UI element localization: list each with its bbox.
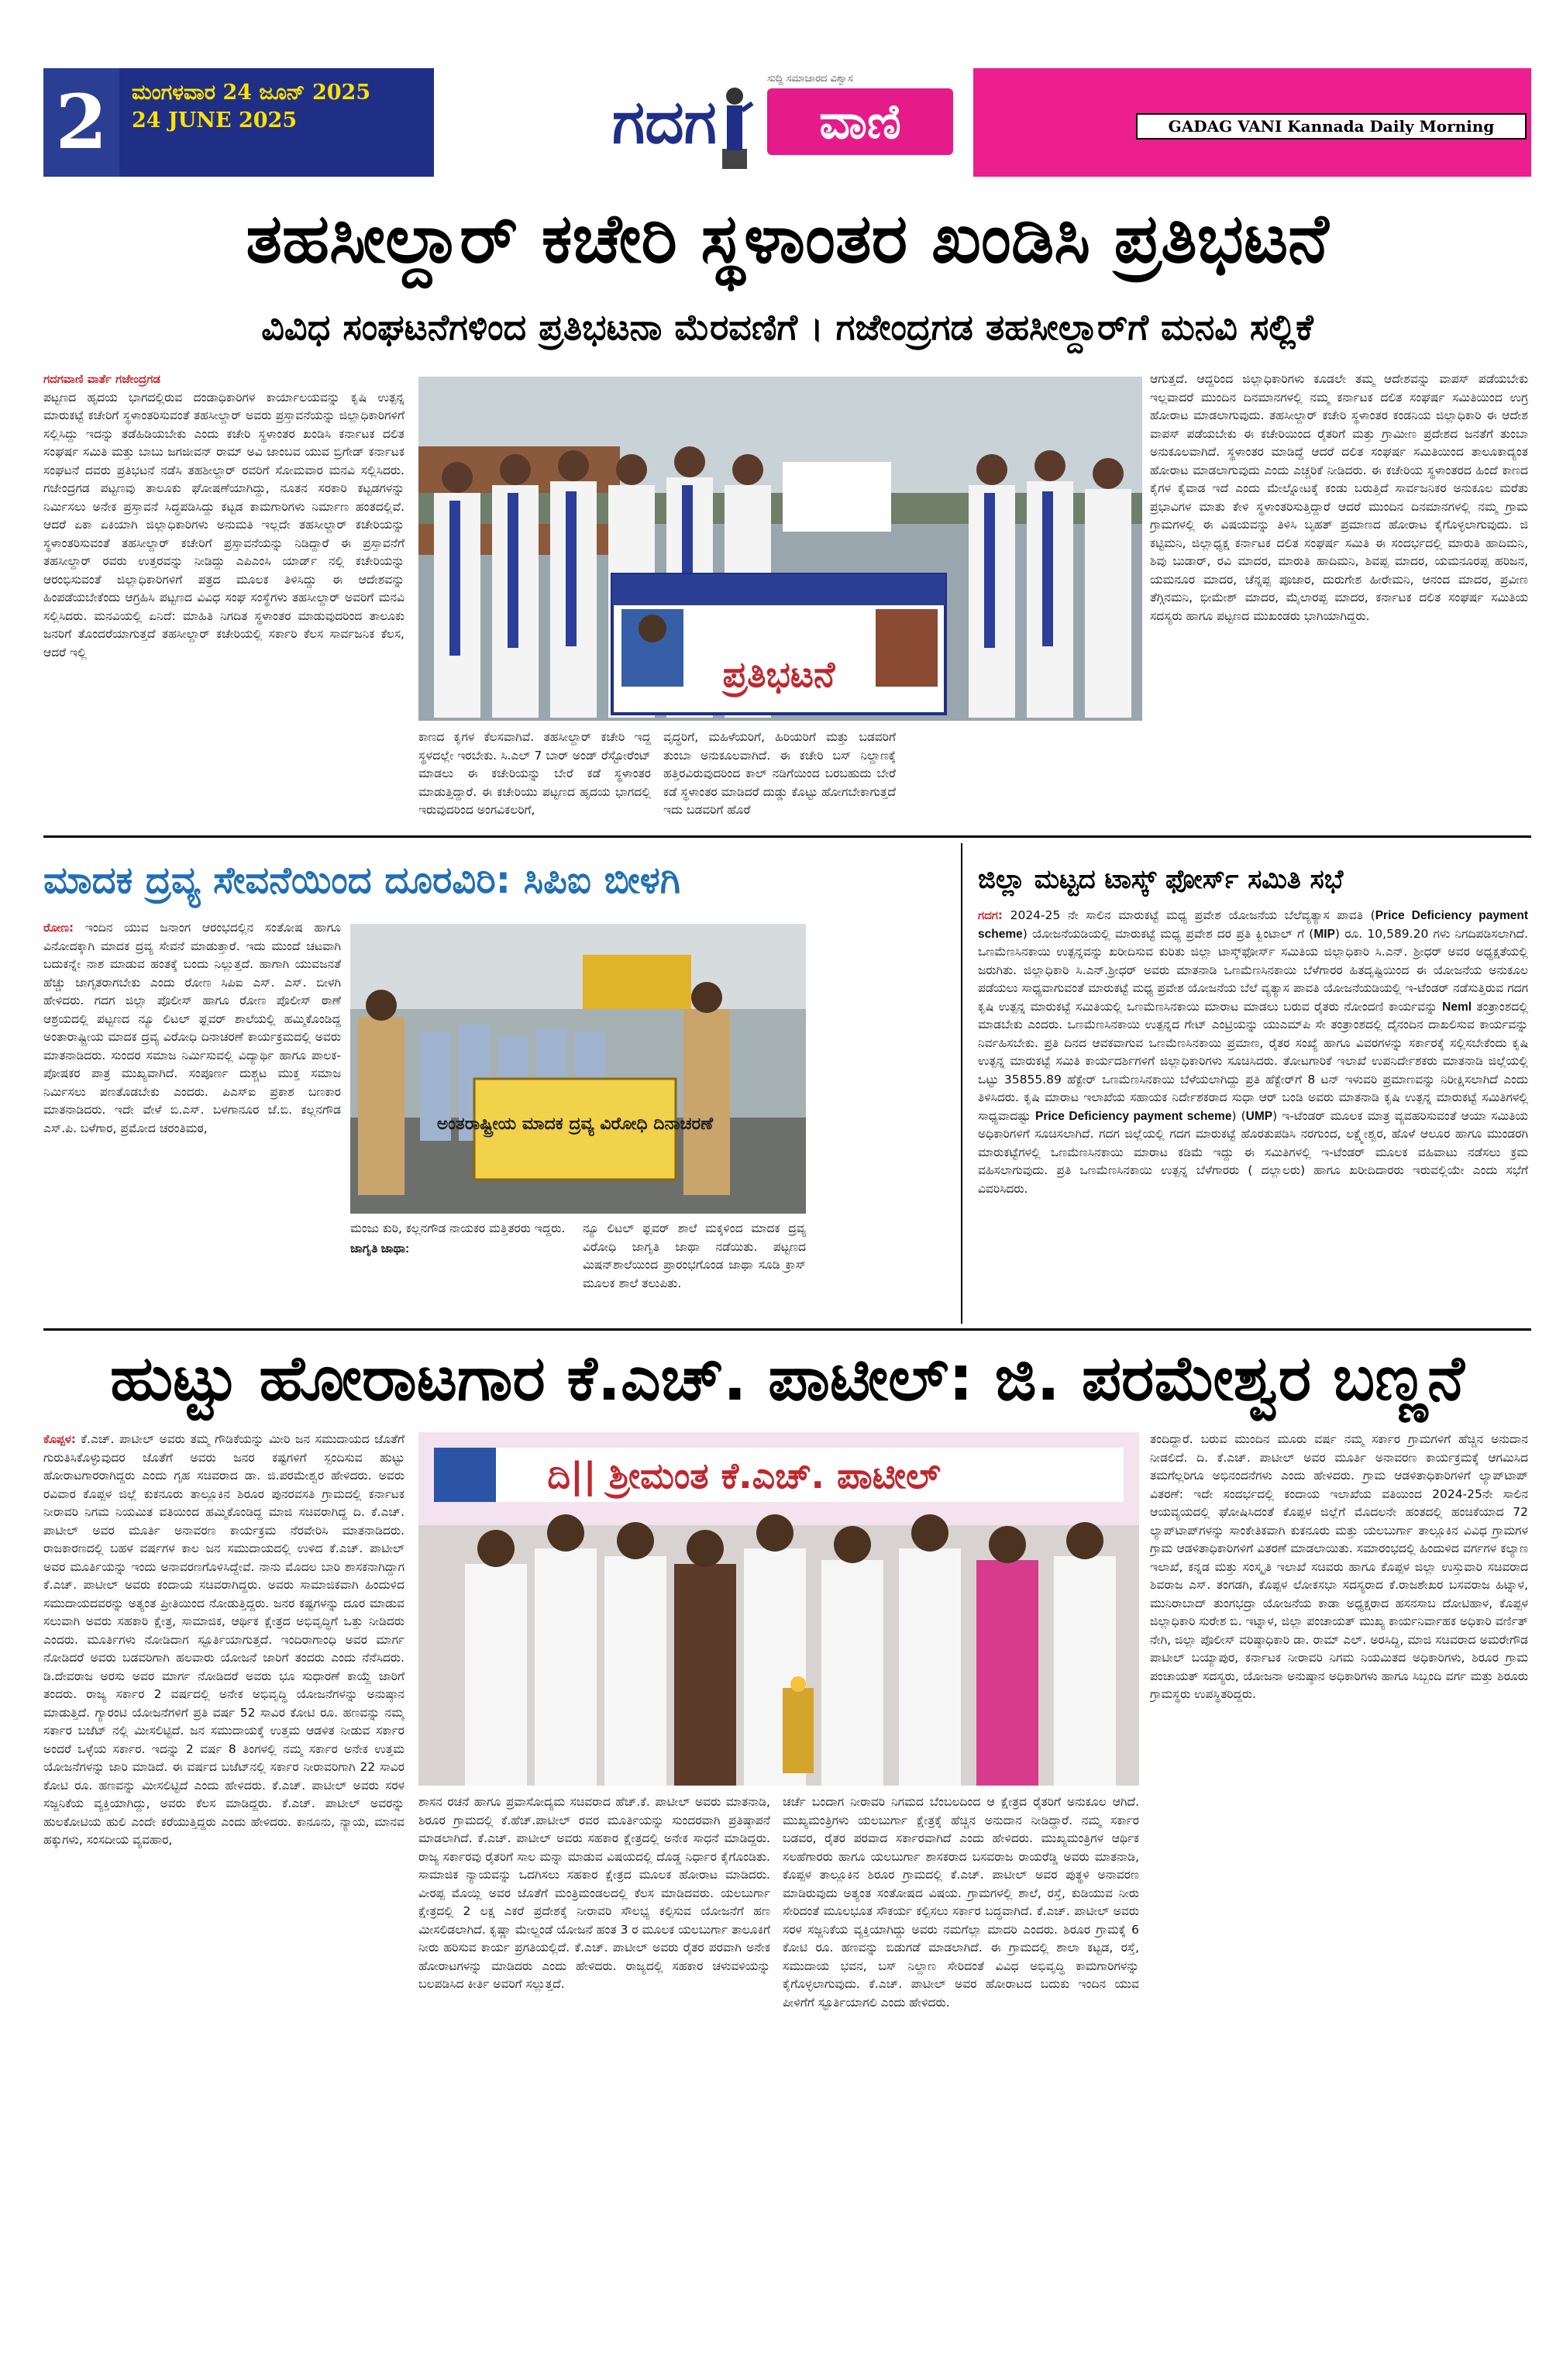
story2-text-2: ಮಂಜು ಕುರಿ, ಕಲ್ಲನಗೌಡ ನಾಯಕರ ಮತ್ತಿತರರು ಇದ್ದರು. [350,1221,566,1235]
story3-scheme-name-2: Price Deficiency payment scheme [1035,1109,1232,1123]
masthead-banner [973,68,1531,177]
story4-column-1 [43,1431,404,2345]
story1-column-3 [663,728,896,825]
story3-byline: ಗದಗ: [978,908,1003,922]
statue-unveiling-photo-icon [418,1432,1139,1786]
story3-text-5: ) ( [1231,1108,1246,1123]
story1-text-3: ವೃದ್ಧರಿಗೆ, ಮಹಿಳೆಯರಿಗೆ, ಹಿರಿಯರಿಗೆ ಮತ್ತು ಬಡವರಿಗೆ ತುಂಬಾ ಅನುಕೂಲವಾಗಿದೆ. ಈ ಕಚೇರಿ ಬಸ್ ನಿಲ್ದಾಣಕ್ಕೆ ಹತ್ತಿರವಿರುವುದರಿಂದ ಕಾಲ್ ನಡಿಗೆಯಿಂದ ಬರಬಹುದು ಬೇರೆ ಕಡೆ ಸ್ಥಳಾಂತರ ಮಾಡಿದರೆ ದುಡ್ಡು ಕೊಟ್ಟು ಹೋಗಬೇಕಾಗುತ್ತದೆ ಇದು ಬಡವರಿಗೆ ಹೊರೆ [663,730,896,817]
paper-name: GADAG VANI Kannada Daily Morning [1136,113,1527,139]
story2-banner-text: ಅಂತರಾಷ್ಟ್ರೀಯ ಮಾದಕ ದ್ರವ್ಯ ವಿರೋಧಿ ದಿನಾಚರಣೆ [436,1114,714,1134]
story4-banner-text: ದಿ|| ಶ್ರೀಮಂತ ಕೆ.ಎಚ್. ಪಾಟೀಲ್ [547,1455,941,1497]
story3-text-3: ) ರೂ. 10,589.20 ಗಳು ನಿಗದಿಪಡಿಸಲಾಗಿದೆ. ಒಣಮೆಣಸಿನಕಾಯಿ ಉತ್ಪನ್ನವನ್ನು ಖರೀದಿಸುವ ಕುರಿತು ಜಿಲ್ಲಾ ಟಾಸ್ಕ್‌ಫೋರ್ಸ್ ಸಮಿತಿಯ ಜಿಲ್ಲಾಧಿಕಾರಿ ಸಿ.ಎನ್. ಶ್ರೀಧರ್ ಅವರ ಅಧ್ಯಕ್ಷತೆಯಲ್ಲಿ ಜರುಗಿತು. ಜಿಲ್ಲಾಧಿಕಾರಿ ಸಿ.ಎನ್.ಶ್ರೀಧರ್ ಅವರು ಮಾತನಾಡಿ ಒಣಮೆಣಸಿನಕಾಯಿ ಬೆಳೆಗಾರರ ಹಿತದೃಷ್ಟಿಯಿಂದ ಈ ಯೋಜನೆಯ ಅನುಕೂಲ ಪಡೆಯಲು ಸಾಧ್ಯವಾಗುವಂತೆ ಮಾರುಕಟ್ಟೆ ಮಧ್ಯ ಪ್ರವೇಶ ಯೋಜನೆಯ ಬೆಲೆ ವ್ಯತ್ಯಾಸ ಪಾವತಿ ಯೋಜನೆಯಡಿಯಲ್ಲಿ ಇ-ಟೆಂಡರ್ ನಡೆಸುತ್ತಿರುವ ಗದಗ ಕೃಷಿ ಉತ್ಪನ್ನ ಮಾರುಕಟ್ಟೆ ಸಮಿತಿಯಲ್ಲಿ ಒಣಮೆಣಸಿನಕಾಯಿ ಮಾರಾಟ ಮಾಡಲು ಬರುವ ರೈತರು ನೋಂದಣಿ ಕಾರ್ಯವನ್ನು [978,926,1528,1014]
story1-photo [418,377,1142,721]
story1-column-1 [43,370,404,825]
story4-byline: ಕೊಪ್ಪಳ: [43,1432,76,1446]
date-kannada: ಮಂಗಳವಾರ 24 ಜೂನ್ 2025 [132,81,371,105]
rally-photo-icon [350,924,806,1214]
statue-icon [711,74,758,170]
logo-text-left: ಗದಗ [612,87,717,157]
story4-photo [418,1432,1139,1786]
story1-headline: ತಹಸೀಲ್ದಾರ್ ಕಚೇರಿ ಸ್ಥಳಾಂತರ ಖಂಡಿಸಿ ಪ್ರತಿಭಟನೆ [246,198,1329,278]
story2-byline: ರೋಣ: [43,921,74,935]
story1-column-2 [418,728,651,825]
story3-ump: UMP [1245,1109,1273,1123]
logo-tagline: ಸುದ್ದಿ ಸಮಾಚಾರದ ವಿಶ್ವಾಸ [767,73,853,84]
story1-subhead: ವಿವಿಧ ಸಂಘಟನೆಗಳಿಂದ ಪ್ರತಿಭಟನಾ ಮೆರವಣಿಗೆ । ಗಜೇಂದ್ರಗಡ ತಹಸೀಲ್ದಾರ್‌ಗೆ ಮನವಿ ಸಲ್ಲಿಕೆ [261,306,1313,348]
story2-column-3 [583,1220,806,1316]
story2-caption-text: ನ್ಯೂ ಲಿಟಲ್ ಫ್ಲವರ್ ಶಾಲೆ ಮಕ್ಕಳಿಂದ ಮಾದಕ ದ್ರವ್ಯ ವಿರೋಧಿ ಜಾಗೃತಿ ಜಾಥಾ ನಡೆಯಿತು. ಪಟ್ಟಣದ ಮಿಷನ್‌ಶಾಲೆಯಿಂದ ಪ್ರಾರಂಭಗೊಂಡ ಜಾಥಾ ಸೂಡಿ ಕ್ರಾಸ್ ಮೂಲಕ ಶಾಲೆ ತಲುಪಿತು. [583,1221,806,1290]
story4-text-3: ಚರ್ಚೆ ಬಂದಾಗ ನೀರಾವರಿ ನಿಗಮದ ಬೆಂಬಲದಿಂದ ಆ ಕ್ಷೇತ್ರದ ರೈತರಿಗೆ ಅನುಕೂಲ ಆಗಿದೆ. ಮುಖ್ಯಮಂತ್ರಿಗಳು ಯಲಬುರ್ಗಾ ಕ್ಷೇತ್ರಕ್ಕೆ ಹೆಚ್ಚಿನ ಅನುದಾನ ನೀಡಿದ್ದಾರೆ. ನಮ್ಮ ಸರ್ಕಾರ ಬಡವರ, ರೈತರ ಪರವಾದ ಸರ್ಕಾರವಾಗಿದೆ ಎಂದು ಹೇಳಿದರು. ಮುಖ್ಯಮಂತ್ರಿಗಳ ಆರ್ಥಿಕ ಸಲಹೆಗಾರರು ಹಾಗೂ ಯಲಬುರ್ಗಾ ಶಾಸಕರಾದ ಬಸವರಾಜ ರಾಯರೆಡ್ಡಿ ಅವರು ಮಾತನಾಡಿ, ಕೊಪ್ಪಳ ತಾಲ್ಲೂಕಿನ ಶಿರೂರ ಗ್ರಾಮದಲ್ಲಿ ಕೆ.ಎಚ್. ಪಾಟೀಲ್ ಅವರ ಪುತ್ಥಳಿ ಅನಾವರಣ ಮಾಡಿರುವುದು ಅತ್ಯಂತ ಸಂತೋಷದ ವಿಷಯ. ಗ್ರಾಮಗಳಲ್ಲಿ ಶಾಲೆ, ರಸ್ತೆ, ಕುಡಿಯುವ ನೀರು ಸೇರಿದಂತೆ ಮೂಲಭೂತ ಸೌಕರ್ಯ ಕಲ್ಪಿಸಲು ಸರ್ಕಾರ ಬದ್ಧವಾಗಿದೆ. ಕೆ.ಎಚ್. ಪಾಟೀಲ್ ಅವರು ಸರಳ ಸಜ್ಜನಿಕೆಯ ವ್ಯಕ್ತಿಯಾಗಿದ್ದು ಅವರು ನಮಗೆಲ್ಲಾ ಮಾದರಿ ಎಂದರು. ಶಿರೂರ ಗ್ರಾಮಕ್ಕೆ 6 ಕೋಟಿ ರೂ. ಹಣವನ್ನು ಬಿಡುಗಡೆ ಮಾಡಲಾಗಿದೆ. ಈ ಗ್ರಾಮದಲ್ಲಿ ಶಾಲಾ ಕಟ್ಟಡ, ರಸ್ತೆ, ಸಮುದಾಯ ಭವನ, ಬಸ್ ನಿಲ್ದಾಣ ಸೇರಿದಂತೆ ವಿವಿಧ ಅಭಿವೃದ್ಧಿ ಕಾಮಗಾರಿಗಳನ್ನು ಕೈಗೊಳ್ಳಲಾಗುವುದು. ಕೆ.ಎಚ್. ಪಾಟೀಲ್ ಅವರ ಹೋರಾಟದ ಬದುಕು ಇಂದಿನ ಯುವ ಪೀಳಿಗೆಗೆ ಸ್ಫೂರ್ತಿಯಾಗಲಿ ಎಂದು ಹೇಳಿದರು. [783,1795,1139,2010]
story2-photo [350,924,806,1214]
story4-column-4 [1150,1431,1528,2345]
issue-date [119,68,434,177]
page-number: 2 [43,68,119,177]
story4-text-1: ಕೆ.ಎಚ್. ಪಾಟೀಲ್ ಅವರು ತಮ್ಮ ಗೌಡಿಕೆಯನ್ನು ಮೀರಿ ಜನ ಸಮುದಾಯದ ಜೊತೆಗೆ ಗುರುತಿಸಿಕೊಳ್ಳುವುದರ ಜೊತೆಗೆ ಅವರು ಜನರ ಕಷ್ಟಗಳಿಗೆ ಸ್ಪಂದಿಸುವ ಹುಟ್ಟು ಹೋರಾಟಗಾರರಾಗಿದ್ದರು ಎಂದು ಗೃಹ ಸಚಿವರಾದ ಡಾ. ಜಿ.ಪರಮೇಶ್ವರ ಹೇಳಿದರು. ಅವರು ರವಿವಾರ ಕೊಪ್ಪಳ ಜಿಲ್ಲೆ ಕುಕನೂರು ತಾಲ್ಲೂಕಿನ ಶಿರೂರ ಪುನರವಸತಿ ಗ್ರಾಮದಲ್ಲಿ ಕರ್ನಾಟಕ ನೀರಾವರಿ ನಿಗಮ ನಿಯಮಿತ ವತಿಯಿಂದ ಹಮ್ಮಿಕೊಂಡಿದ್ದ ಮಾಜಿ ಸಚಿವರಾಗಿದ್ದ ದಿ. ಕೆ.ಎಚ್. ಪಾಟೀಲ್ ಅವರ ಮೂರ್ತಿ ಅನಾವರಣ ಕಾರ್ಯಕ್ರಮ ನೆರವೇರಿಸಿ ಮಾತನಾಡಿದರು. ರಾಜಕಾರಣದಲ್ಲಿ ಬಹಳ ವರ್ಷಗಳ ಕಾಲ ಜನ ಸಮುದಾಯದಲ್ಲಿ ಉಳಿದ ಕೆ.ಎಚ್. ಪಾಟೀಲ್ ಅವರ ಮೂರ್ತಿಯನ್ನು ಇಂದು ಅನಾವರಣಗೊಳಿಸಿದ್ದೇವೆ. ನಾನು ಮೊದಲ ಬಾರಿ ಶಾಸಕನಾಗಿದ್ದಾಗ ಕೆ.ಎಚ್. ಪಾಟೀಲ್ ಅವರು ಕಂದಾಯ ಸಚಿವರಾಗಿದ್ದರು. ಅವರು ಸಾಮಾಜಿಕವಾಗಿ ಹಿಂದುಳಿದ ಸಮುದಾಯದವರನ್ನು ಅತ್ಯಂತ ಪ್ರೀತಿಯಿಂದ ನೋಡುತ್ತಿದ್ದರು. ಜನರ ಕಷ್ಟಗಳನ್ನು ದೂರ ಮಾಡುವ ಸಲುವಾಗಿ ಅವರು ಸಹಕಾರಿ ಕ್ಷೇತ್ರ, ಸಾಮಾಜಿಕ, ಆರ್ಥಿಕ ಕ್ಷೇತ್ರದ ಅಭಿವೃದ್ಧಿಗೆ ಒತ್ತು ನೀಡಿದರು ಎಂದರು. ಮೂರ್ತಿಗಳು ನೋಡಿದಾಗ ಸ್ಫೂರ್ತಿಯಾಗುತ್ತದೆ. ಇಂದಿರಾಗಾಂಧಿ ಅವರ ಮಾರ್ಗ ನೋಡಿದರೆ ಅವರು ಬಡವರಿಗಾಗಿ ಹಲವಾರು ಯೋಜನೆ ಜಾರಿಗೆ ತಂದರು ಎಂದು ನೆನೆಸಿದರು. ಡಿ.ದೇವರಾಜ ಅರಸು ಅವರ ಮಾರ್ಗ ನೋಡಿದರೆ ಅವರು ಭೂ ಸುಧಾರಣೆ ಕಾಯ್ದೆ ಜಾರಿಗೆ ತಂದರು. ರಾಜ್ಯ ಸರ್ಕಾರ 2 ವರ್ಷದಲ್ಲಿ ಅನೇಕ ಅಭಿವೃದ್ಧಿ ಯೋಜನೆಗಳನ್ನು ಅನುಷ್ಠಾನ ಮಾಡುತ್ತಿದೆ. ಗ್ಯಾರಂಟಿ ಯೋಜನೆಗಳಿಗೆ ಪ್ರತಿ ವರ್ಷ 52 ಸಾವಿರ ಕೋಟಿ ರೂ. ಹಣವನ್ನು ನಮ್ಮ ಸರ್ಕಾರ ಬಜೆಟ್ ನಲ್ಲಿ ಮೀಸಲಿಟ್ಟಿದೆ. ಜನ ಸಮುದಾಯಕ್ಕೆ ಉತ್ತಮ ಆಡಳಿತ ನೀಡುವ ಸರ್ಕಾರ ಅಂದರೆ ಒಳ್ಳೆಯ ಸರ್ಕಾರ. ಇದನ್ನು 2 ವರ್ಷ 8 ತಿಂಗಳಲ್ಲಿ ನಮ್ಮ ಸರ್ಕಾರ ಅನೇಕ ಉತ್ತಮ ಯೋಜನೆಗಳನ್ನು ಜಾರಿ ಮಾಡಿದೆ. ಈ ವರ್ಷದ ಬಜೆಟ್‌ನಲ್ಲಿ ಸರ್ಕಾರ ನೀರಾವರಿಗಾಗಿ 22 ಸಾವಿರ ಕೋಟಿ ರೂ. ಹಣವನ್ನು ಮೀಸಲಿಟ್ಟಿದೆ ಎಂದು ಹೇಳಿದರು. ಕೆ.ಎಚ್. ಪಾಟೀಲ್ ಅವರು ಸರಳ ಸಜ್ಜನಿಕೆಯ ವ್ಯಕ್ತಿಯಾಗಿದ್ದು, ಅವರು ಕೆಲಸ ಮಾಡಿದ್ದರು. ಕೆ.ಎಚ್. ಪಾಟೀಲ್ ಅವರನ್ನು ಹುಲಕೋಟಿಯ ಹುಲಿ ಎಂದೇ ಕರೆಯುತ್ತಿದ್ದರು ಎಂದು ಹೇಳಿದರು. ಕಾನೂನು, ನ್ಯಾಯ, ಮಾನವ ಹಕ್ಕುಗಳು, ಸಂಸದೀಯ ವ್ಯವಹಾರ, [43,1432,404,1847]
story3-text-1: 2024-25 ನೇ ಸಾಲಿನ ಮಾರುಕಟ್ಟೆ ಮಧ್ಯ ಪ್ರವೇಶ ಯೋಜನೆಯ ಬೆಲೆವ್ಯತ್ಯಾಸ ಪಾವತಿ ( [1010,908,1375,922]
story2-caption-label: ಜಾಗೃತಿ ಜಾಥಾ: [350,1242,410,1255]
divider [43,1328,1531,1331]
story4-headline: ಹುಟ್ಟು ಹೋರಾಟಗಾರ ಕೆ.ಎಚ್. ಪಾಟೀಲ್: ಜಿ. ಪರಮೇಶ್ವರ ಬಣ್ಣನೆ [110,1342,1465,1414]
story1-text-1: ಪಟ್ಟಣದ ಹೃದಯ ಭಾಗದಲ್ಲಿರುವ ದಂಡಾಧಿಕಾರಿಗಳ ಕಾರ್ಯಾಲಯವನ್ನು ಕೃಷಿ ಉತ್ಪನ್ನ ಮಾರುಕಟ್ಟೆ ಕಚೇರಿಗೆ ಸ್ಥಳಾಂತರಿಸುವಂತೆ ತಹಸೀಲ್ದಾರ್ ಅವರು ಪ್ರಸ್ತಾವನೆಯನ್ನು ಜಿಲ್ಲಾಧಿಕಾರಿಗಳಿಗೆ ಸಲ್ಲಿಸಿದ್ದು ಇದನ್ನು ತಡೆಹಿಡಿಯಬೇಕು ಎಂದು ಕಚೇರಿ ಸ್ಥಳಾಂತರ ಖಂಡಿಸಿ ಕರ್ನಾಟಕ ದಲಿತ ಸಂಘರ್ಷ ಸಮಿತಿ ಮತ್ತು ಬಾಬು ಜಗಜೀವನ್ ರಾಮ್ ಅವಿ ಜಾಂಬವ ಯುವ ಬ್ರಿಗೇಡ್ ಕರ್ನಾಟಕ ಸಂಘಟನೆ ದವರು ಪ್ರತಿಭಟನೆ ನಡೆಸಿ ತಹಶೀಲ್ದಾರ್ ರವರಿಗೆ ಸೋಮವಾರ ಮನವಿ ಸಲ್ಲಿಸಿದರು. ಗಜೇಂದ್ರಗಡ ಪಟ್ಟಣವು ತಾಲೂಕು ಘೋಷಣೆಯಾಗಿದ್ದು, ನೂತನ ಸರಕಾರಿ ಕಟ್ಟಡಗಳನ್ನು ನಿರ್ಮಿಸಲು ಅನೇಕ ಪ್ರಸ್ತಾವನೆ ಸಿದ್ಧಪಡಿಸಿದ್ದು ಕಟ್ಟಡ ಕಾಮಗಾರಿಗಳು ನಿರ್ಮಾಣ ಹಂತದಲ್ಲಿವೆ. ಆದರೆ ಏಕಾ ಏಕಿಯಾಗಿ ಜಿಲ್ಲಾಧಿಕಾರಿಗಳು ಅನುಮತಿ ಇಲ್ಲದೇ ತಹಸೀಲ್ದಾರ್ ಕಚೇರಿಯನ್ನು ಸ್ಥಳಾಂತರಿಸುವಂತೆ ತಹಸೀಲ್ದಾರ್ ಕಚೇರಿಗೆ ಪ್ರಸ್ತಾವನೆಯನ್ನು ನಿಡಿದ್ದಾರೆ ಈ ಪ್ರಸ್ತಾವನೆಗೆ ತಹಸೀಲ್ದಾರ್ ರವರು ಉತ್ತರವನ್ನು ನೀಡಿದ್ದು ಎಪಿಎಂಸಿ ಯಾರ್ಡ್ ನಲ್ಲಿ ಕಚೇರಿಯನ್ನು ಆರಂಭಿಸುವಂತೆ ಜಿಲ್ಲಾಧಿಕಾರಿಗಳಿಗೆ ಪತ್ರದ ಮೂಲಕ ತಿಳಿಸಿದ್ದು ಈ ಆದೇಶವನ್ನು ಹಿಂಪಡೆಯಬೇಕೆಂದು ಆಗ್ರಹಿಸಿ ಪಟ್ಟಣದ ವಿವಿಧ ಸಂಘ ಸಂಸ್ಥೆಗಳು ತಹಸೀಲ್ದಾರ್ ಅವರಿಗೆ ಮನವಿ ಸಲ್ಲಿಸಿದರು. ಮನವಿಯಲ್ಲಿ ಏನಿದೆ: ಮಾಹಿತಿ ನಿಗದಿತ ಸ್ಥಳಾಂತರ ಮಾಡುವುದರಿಂದ ತಾಲೂಕು ಜನರಿಗೆ ತೊಂದರೆಯಾಗುತ್ತದೆ ತಹಸೀಲ್ದಾರ್ ಕಚೇರಿಯಲ್ಲಿ ಸರ್ಕಾರಿ ಕೆಲಸ ಸಾರ್ವಜನಿಕ ಕೆಲಸ, ಆದರೆ ಇಲ್ಲಿ [43,390,404,660]
story3-text-6: ) ಇ-ಟೆಂಡರ್ ಮೂಲಕ ಮಾತ್ರ ವ್ಯವಹರಿಸುವಂತೆ ಆಯಾ ಸಮಿತಿಯ ಅಧಿಕಾರಿಗಳಿಗೆ ಸೂಚಿಸಲಾಗಿದೆ. ಗದಗ ಜಿಲ್ಲೆಯಲ್ಲಿ ಗದಗ ಮಾರುಕಟ್ಟೆ ಹೊರತುಪಡಿಸಿ ನರಗುಂದ, ಲಕ್ಷ್ಮೇಶ್ವರ, ಹೊಳೆ ಆಲೂರ ಹಾಗೂ ಮುಂಡರಗಿ ಮಾರುಕಟ್ಟೆಗಳಲ್ಲಿ ಒಣಮೆಣಸಿನಕಾಯಿ ಮಾರಾಟ ಕಡಿಮೆ ಇದ್ದು ಈ ಸಮಿತಿಗಳಲ್ಲಿ ಇ-ಟೆಂಡರ್ ಮೂಲಕ ವಹಿವಾಟು ನಡೆಸಲು ಕ್ರಮ ವಹಿಸಲಾಗುವುದು. ಪ್ರತಿ ಒಣಮೆಣಸಿನಕಾಯಿ ಉತ್ಪನ್ನ ಬೆಳೆಗಾರರು ( ದಲ್ಲಾಲರು) ಹಾಗೂ ಖರೀದಿದಾರರು ಇರುವಲ್ಲಿಯೇ ಎಂದು ಸಭೆಗೆ ವಿವರಿಸಿದರು. [978,1108,1528,1196]
story3-headline: ಜಿಲ್ಲಾ ಮಟ್ಟದ ಟಾಸ್ಕ್ ಫೋರ್ಸ್ ಸಮಿತಿ ಸಭೆ [978,864,1344,895]
protest-photo-icon [418,377,1142,721]
story3-mip: MIP [1313,927,1335,941]
date-english: 24 JUNE 2025 [132,108,298,133]
story2-text-1: ಇಂದಿನ ಯುವ ಜನಾಂಗ ಆರಂಭದಲ್ಲಿನ ಸಂತೋಷ ಹಾಗೂ ವಿನೋದಕ್ಕಾಗಿ ಮಾದಕ ದ್ರವ್ಯ ಸೇವನೆ ಮಾಡುತ್ತಾರೆ. ಇದು ಮುಂದೆ ಚಟವಾಗಿ ಬದುಕನ್ನೇ ನಾಶ ಮಾಡುವ ಹಂತಕ್ಕೆ ಬಂದು ನಿಲ್ಲುತ್ತದೆ. ಹಾಗಾಗಿ ಯುವಜನತೆ ಹೆಚ್ಚು ಜಾಗೃತರಾಗಬೇಕು ಎಂದು ರೋಣ ಸಿಪಿಐ ಎಸ್. ಎಸ್. ಬೀಳಗಿ ಹೇಳಿದರು. ಗದಗ ಜಿಲ್ಲಾ ಪೊಲೀಸ್ ಹಾಗೂ ರೋಣ ಪೊಲೀಸ್ ಠಾಣೆ ಆಶ್ರಯದಲ್ಲಿ ಪಟ್ಟಣದ ನ್ಯೂ ಲಿಟಲ್ ಫ್ಲವರ್ ಶಾಲೆಯಲ್ಲಿ ಹಮ್ಮಿಕೊಂಡಿದ್ದ ಅಂತಾರಾಷ್ಟ್ರೀಯ ಮಾದಕ ದ್ರವ್ಯ ವಿರೋಧಿ ದಿನಾಚರಣೆ ಕಾರ್ಯಕ್ರಮದಲ್ಲಿ ಅವರು ಮಾತನಾಡಿದರು. ಸುಂದರ ಸಮಾಜ ನಿರ್ಮಿಸುವಲ್ಲಿ ವಿದ್ಯಾರ್ಥಿ ಹಾಗೂ ಪಾಲಕ-ಪೋಷಕರ ಪಾತ್ರ ಮುಖ್ಯವಾಗಿದೆ. ಸಂಪೂರ್ಣ ದುಶ್ಚಟ ಮುಕ್ತ ಸಮಾಜ ನಿರ್ಮಿಸಲು ಪಣತೊಡಬೇಕು ಎಂದರು. ಪಿಎಸ್‌ಐ ಪ್ರಕಾಶ ಬಣಕಾರ ಮಾತನಾಡಿದರು. ಇದೇ ವೇಳೆ ಬಿ.ಎಸ್. ಬಳಗಾನೂರ ಜೆ.ಬಿ. ಕಲ್ಲನಗೌಡ ಎಸ್.ಪಿ. ಬಳೆಗಾರ, ಪ್ರಮೋದ ಚರಂತಿಮಠ, [43,921,341,1135]
story1-column-4 [1150,370,1528,825]
story2-column-2 [350,1220,575,1316]
story2-headline: ಮಾದಕ ದ್ರವ್ಯ ಸೇವನೆಯಿಂದ ದೂರವಿರಿ: ಸಿಪಿಐ ಬೀಳಗಿ [43,859,681,902]
story3-body [978,907,1528,1317]
story3-scheme-name: Price Deficiency payment scheme [978,909,1528,941]
story1-text-4: ಆಗುತ್ತದೆ. ಆದ್ದರಿಂದ ಜಿಲ್ಲಾಧಿಕಾರಿಗಳು ಕೂಡಲೇ ತಮ್ಮ ಆದೇಶವನ್ನು ವಾಪಸ್ ಪಡೆಯಬೇಕು ಇಲ್ಲವಾದರೆ ಮುಂದಿನ ದಿನಮಾನಗಳಲ್ಲಿ ನಮ್ಮ ಕರ್ನಾಟಕ ದಲಿತ ಸಂಘರ್ಷ ಸಮಿತಿಯಿಂದ ಉಗ್ರ ಹೋರಾಟ ಮಾಡಲಾಗುವುದು. ತಹಸೀಲ್ದಾರ್ ಕಚೇರಿ ಸ್ಥಳಾಂತರ ಕಂಡನಿಯ ಜಿಲ್ಲಾಧಿಕಾರಿ ಈ ಆದೇಶ ವಾಪಸ್ ಪಡೆಯಬೇಕು ಈ ಕಚೇರಿಯಿಂದ ರೈತರಿಗೆ ಮತ್ತು ಗ್ರಾಮೀಣ ಪ್ರದೇಶದ ಜನತೆಗೆ ತುಂಬಾ ಅನುಕೂಲವಾಗಿದೆ. ಸ್ಥಳಾಂತರ ಮಾಡಿದ್ದೆ ಆದರೆ ದಲಿತ ಸಂಘರ್ಷ ಸಮಿತಿಯಿಂದ ತಾಲೂಕಾದ್ಯಂತ ಹೋರಾಟ ಮಾಡಲಾಗುವುದು ಎಂದು ಎಚ್ಚರಿಕೆ ನೀಡಿದರು. ಈ ಕಚೇರಿಯ ಸ್ಥಳಾಂತರದ ಹಿಂದೆ ಕಾಣದ ಕೈಗಳ ಕೈವಾಡ ಇದೆ ಎಂದು ಮೇಲ್ನೋಟಕ್ಕೆ ಕಂಡು ಬರುತ್ತಿದೆ ಸಾರ್ವಜನಿಕರ ಅನುಕೂಲ ಮರೆತು ಪ್ರಭಾವಿಗಳ ಮಾತು ಕೇಳಿ ಸ್ಥಳಾಂತರಿಸುತ್ತಿದ್ದಾರೆ ಆದರೆ ಮುಂದಿನ ದಿನಮಾನಗಳಲ್ಲಿ ನಮ್ಮ ಗ್ರಾಮ ಗ್ರಾಮಗಳಲ್ಲಿ ಈ ವಿಷಯವನ್ನು ತಿಳಿಸಿ ಬೃಹತ್ ಪ್ರಮಾಣದ ಹೋರಾಟ ಕೈಗೊಳ್ಳಲಾಗುವುದು. ಜಿ ಕಟ್ಟಿಮನಿ, ಜಿಲ್ಲಾಧ್ಯಕ್ಷ ಕರ್ನಾಟಕ ದಲಿತ ಸಂಘರ್ಷ ಸಮಿತಿ ಈ ಸಂದರ್ಭದಲ್ಲಿ ಮಾರುತಿ ಹಾದಿಮನಿ, ಶಿವು ಬುಡಾರ್, ರವಿ ಮಾದರ, ಮಾರುತಿ ಹಾದಿಮನಿ, ಶಿವಪ್ಪ ಮಾದರ, ಯಮನೂರಪ್ಪ ಹರಿಜನ, ಯಮನೂರ ಮಾದರ, ಚೆನ್ನಪ್ಪ ಪೂಜಾರ, ದುರುಗೇಶ ಹೀರೇಮನಿ, ಆನಂದ ಮಾದರ, ಪ್ರವೀಣ ತೆಗ್ಗಿನಮನಿ, ಭೀಮೇಶ್ ಮಾದರ, ಮೈಲಾರಪ್ಪ ಮಾದರ, ಕರ್ನಾಟಕ ದಲಿತ ಸಂಘರ್ಷ ಸಮಿತಿಯ ಸದಸ್ಯರು ಹಾಗೂ ಪಟ್ಟಣದ ಮುಖಂಡರು ಭಾಗಿಯಾಗಿದ್ದರು. [1150,372,1528,623]
story4-column-2 [418,1793,770,2345]
story2-column-1 [43,919,341,1316]
story1-text-2: ಕಾಣದ ಕೃಗಳ ಕೆಲಸವಾಗಿವೆ. ತಹಸೀಲ್ದಾರ್ ಕಚೇರಿ ಇದ್ದ ಸ್ಥಳದಲ್ಲೇ ಇರಬೇಕು. ಸಿ.ಎಲ್ 7 ಬಾರ್ ಅಂಡ್ ರೆಸ್ಟೋರೆಂಟ್ ಮಾಡಲು ಈ ಕಚೇರಿಯನ್ನು ಬೇರೆ ಕಡೆ ಸ್ಥಳಾಂತರ ಮಾಡುತ್ತಿದ್ದಾರೆ. ಈ ಕಚೇರಿಯು ಪಟ್ಟಣದ ಹೃದಯ ಭಾಗದಲ್ಲಿ ಇರುವುದರಿಂದ ಅಂಗವಿಕಲರಿಗೆ, [418,730,651,817]
story3-neml: Neml [1442,1000,1472,1014]
column-divider [961,843,962,1324]
logo-text-right: ವಾಣಿ [767,88,953,155]
story3-text-4: ತಂತ್ರಾಂಶದಲ್ಲಿ ಮಾಡಬೇಕು ಎಂದರು. ಒಣಮೆಣಸಿನಕಾಯಿ ಉತ್ಪನ್ನದ ಗೇಟ್ ಎಂಟ್ರಿಯನ್ನು ಯುಎಮ್‌ಪಿ ಸೇ ತಂತ್ರಾಂಶದಲ್ಲಿ ದೈನಂದಿನ ದಾಖಲಿಸುವ ಕಾರ್ಯವನ್ನು ನಿರ್ವಹಿಸಬೇಕು. ಪ್ರತಿ ದಿನದ ಆವಕವಾಗುವ ಒಣಮೆಣಸಿನಕಾಯಿ ಪ್ರಮಾಣ, ರೈತರ ಸಂಖ್ಯೆ ಹಾಗೂ ವಿವರಗಳನ್ನು ಸರ್ಕಾರಕ್ಕೆ ಸಲ್ಲಿಸಬೇಕೆಂದು ಕೃಷಿ ಉತ್ಪನ್ನ ಮಾರುಕಟ್ಟೆ ಸಮಿತಿ ಕಾರ್ಯದರ್ಶಿಗಳಿಗೆ ಜಿಲ್ಲಾಧಿಕಾರಿಗಳು ಸೂಚಿಸಿದರು. ತೋಟಗಾರಿಕೆ ಇಲಾಖೆ ಉಪನಿರ್ದೇಶಕರು ಮಾತನಾಡಿ ಜಿಲ್ಲೆಯಲ್ಲಿ ಒಟ್ಟು 35855.89 ಹೆಕ್ಟೇರ್ ಒಣಮೆಣಸಿನಕಾಯಿ ಬೆಳೆಯಲಾಗಿದ್ದು ಪ್ರತಿ ಹೆಕ್ಟೇರ್‌ಗೆ 8 ಟನ್ ಇಳುವರಿ ಪ್ರಮಾಣವನ್ನು ನಿರೀಕ್ಷಿಸಲಾಗಿದೆ ಎಂದು ತಿಳಿಸಿದರು. ಕೃಷಿ ಮಾರಾಟ ಇಲಾಖೆಯ ಸಹಾಯಕ ನಿರ್ದೇಶಕರಾದ ಸುಧಾ ಆರ್ ಬಂಡಿ ಅವರು ಮಾತನಾಡಿ ಕೃಷಿ ಉತ್ಪನ್ನ ಮಾರುಕಟ್ಟೆ ಸಮಿತಿಗಳಲ್ಲಿ ಸಾಧ್ಯವಾದಷ್ಟು [978,999,1528,1123]
newspaper-logo [434,68,973,177]
story4-column-3 [783,1793,1139,2345]
story3-text-2: ) ಯೋಜನೆಯಡಿಯಲ್ಲಿ ಮಾರುಕಟ್ಟೆ ಮಧ್ಯ ಪ್ರವೇಶ ದರ ಪ್ರತಿ ಕ್ವಿಂಟಾಲ್ ಗೆ ( [1022,926,1314,941]
masthead [43,68,1531,177]
story4-text-2: ಶಾಸನ ರಚನೆ ಹಾಗೂ ಪ್ರವಾಸೋದ್ಯಮ ಸಚಿವರಾದ ಹೆಚ್.ಕೆ. ಪಾಟೀಲ್ ಅವರು ಮಾತನಾಡಿ, ಶಿರೂರ ಗ್ರಾಮದಲ್ಲಿ ಕೆ.ಹೆಚ್.ಪಾಟೀಲ್ ರವರ ಮೂರ್ತಿಯನ್ನು ಸುಂದರವಾಗಿ ಪ್ರತಿಷ್ಠಾಪನೆ ಮಾಡಲಾಗಿದೆ. ಕೆ.ಎಚ್. ಪಾಟೀಲ್ ಅವರು ಸಹಕಾರ ಕ್ಷೇತ್ರದಲ್ಲಿ ಅನೇಕ ಸಾಧನೆ ಮಾಡಿದ್ದರು. ರಾಜ್ಯ ಸರ್ಕಾರವು ರೈತರಿಗೆ ಸಾಲ ಮನ್ನಾ ಮಾಡುವ ವಿಷಯದಲ್ಲಿ ದೊಡ್ಡ ನಿರ್ಧಾರ ಕೈಗೊಂಡಿತು. ಸಾಮಾಜಿಕ ನ್ಯಾಯವನ್ನು ಒದಗಿಸಲು ಸಹಕಾರ ಕ್ಷೇತ್ರದ ಮೂಲಕ ಹೋರಾಟ ಮಾಡಿದರು. ವೀರಪ್ಪ ಮೊಯ್ಲಿ ಅವರ ಜೊತೆಗೆ ಮಂತ್ರಿಮಂಡಲದಲ್ಲಿ ಕೆಲಸ ಮಾಡಿದವರು. ಯಲಬುರ್ಗಾ ಕ್ಷೇತ್ರದಲ್ಲಿ 2 ಲಕ್ಷ ಎಕರೆ ಪ್ರದೇಶಕ್ಕೆ ನೀರಾವರಿ ಸೌಲಭ್ಯ ಕಲ್ಪಿಸುವ ಯೋಜನೆಗೆ ಹಣ ಮೀಸಲಿಡಲಾಗಿದೆ. ಕೃಷ್ಣಾ ಮೇಲ್ದಂಡೆ ಯೋಜನೆ ಹಂತ 3 ರ ಮೂಲಕ ಯಲಬುರ್ಗಾ ತಾಲೂಕಿಗೆ ನೀರು ಹರಿಸುವ ಕಾರ್ಯ ಪ್ರಗತಿಯಲ್ಲಿದೆ. ಕೆ.ಎಚ್. ಪಾಟೀಲ್ ಅವರು ರೈತರ ಪರವಾಗಿ ಅನೇಕ ಹೋರಾಟಗಳನ್ನು ಮಾಡಿದರು ಎಂದು ಹೇಳಿದರು. ರಾಜ್ಯದಲ್ಲಿ ಸಹಕಾರ ಚಳುವಳಿಯನ್ನು ಬಲಪಡಿಸಿದ ಕೀರ್ತಿ ಅವರಿಗೆ ಸಲ್ಲುತ್ತದೆ. [418,1795,770,1991]
story1-banner-title: ಪ್ರತಿಭಟನೆ [722,653,835,695]
story1-byline: ಗದಗವಾಣಿ ವಾರ್ತೆ ಗಜೇಂದ್ರಗಡ [43,372,160,386]
divider [43,835,1531,838]
story4-text-4: ತಂದಿದ್ದಾರೆ. ಬರುವ ಮುಂದಿನ ಮೂರು ವರ್ಷ ನಮ್ಮ ಸರ್ಕಾರ ಗ್ರಾಮಗಳಿಗೆ ಹೆಚ್ಚಿನ ಅನುದಾನ ನೀಡಲಿದೆ. ದಿ. ಕೆ.ಎಚ್. ಪಾಟೀಲ್ ಅವರ ಮೂರ್ತಿ ಅನಾವರಣ ಕಾರ್ಯಕ್ರಮಕ್ಕೆ ಆಗಮಿಸಿದ ತಮಗೆಲ್ಲರಿಗೂ ಅಭಿನಂದನೆಗಳು ಎಂದು ಹೇಳಿದರು. ಗ್ರಾಮ ಆಡಳಿತಾಧಿಕಾರಿಗಳಿಗೆ ಲ್ಯಾಪ್‌ಟಾಪ್ ವಿತರಣೆ: ಇದೇ ಸಂದರ್ಭದಲ್ಲಿ ಕಂದಾಯ ಇಲಾಖೆಯ ವತಿಯಿಂದ 2024-25ನೇ ಸಾಲಿನ ಆಯವ್ಯಯದಲ್ಲಿ ಘೋಷಿಸಿದಂತೆ ಕೊಪ್ಪಳ ಜಿಲ್ಲೆಗೆ ಮೊದಲನೇ ಹಂತದಲ್ಲಿ ಹಂಚಿಕೆಯಾದ 72 ಲ್ಯಾಪ್‌ಟಾಪ್‌ಗಳನ್ನು ಸಾಂಕೇತಿಕವಾಗಿ ಕುಕನೂರು ಮತ್ತು ಯಲಬುರ್ಗಾ ತಾಲ್ಲೂಕಿನ ವಿವಿಧ ಗ್ರಾಮಗಳ ಗ್ರಾಮ ಆಡಳಿತಾಧಿಕಾರಿಗಳಿಗೆ ವಿತರಣೆ ಮಾಡಲಾಯಿತು. ಸಮಾರಂಭದಲ್ಲಿ ಹಿಂದುಳಿದ ವರ್ಗಗಳ ಕಲ್ಯಾಣ ಇಲಾಖೆ, ಕನ್ನಡ ಮತ್ತು ಸಂಸ್ಕೃತಿ ಇಲಾಖೆ ಸಚಿವರು ಹಾಗೂ ಕೊಪ್ಪಳ ಜಿಲ್ಲಾ ಉಸ್ತುವಾರಿ ಸಚಿವರಾದ ಶಿವರಾಜ ಎಸ್. ತಂಗಡಗಿ, ಕೊಪ್ಪಳ ಲೋಕಸಭಾ ಸದಸ್ಯರಾದ ಕೆ.ರಾಜಶೇಖರ ಬಸವರಾಜ ಹಿಟ್ನಾಳ, ಮುನಿರಾಬಾದ್ ತುಂಗಭದ್ರಾ ಯೋಜನೆಯ ಕಾಡಾ ಅಧ್ಯಕ್ಷರಾದ ಹಸನಸಾಬ ದೋಟಿಹಾಳ, ಕೊಪ್ಪಳ ಜಿಲ್ಲಾಧಿಕಾರಿ ಸುರೇಶ ಬಿ. ಇಟ್ನಾಳ, ಜಿಲ್ಲಾ ಪಂಚಾಯತ್ ಮುಖ್ಯ ಕಾರ್ಯನಿರ್ವಾಹಕ ಅಧಿಕಾರಿ ವರ್ಣಿತ್ ನೇಗಿ, ಜಿಲ್ಲಾ ಪೊಲೀಸ್ ವರಿಷ್ಠಾಧಿಕಾರಿ ಡಾ. ರಾಮ್ ಎಲ್. ಅರಸಿದ್ದಿ, ಮಾಜಿ ಸಚಿವರಾದ ಅಮರೇಗೌಡ ಪಾಟೀಲ್ ಬಯ್ಯಾಪುರ, ಕರ್ನಾಟಕ ನೀರಾವರಿ ನಿಗಮ ನಿಯಮಿತದ ಅಧಿಕಾರಿಗಳು, ಶಿರೂರ ಗ್ರಾಮ ಪಂಚಾಯತ್ ಸದಸ್ಯರು, ಯೋಜನಾ ಅನುಷ್ಠಾನ ಅಧಿಕಾರಿಗಳು ಹಾಗೂ ಸಿಬ್ಬಂದಿ ವರ್ಗ ಮತ್ತು ಶಿರೂರು ಗ್ರಾಮಸ್ಥರು ಉಪಸ್ಥಿತರಿದ್ದರು. [1150,1432,1528,1701]
